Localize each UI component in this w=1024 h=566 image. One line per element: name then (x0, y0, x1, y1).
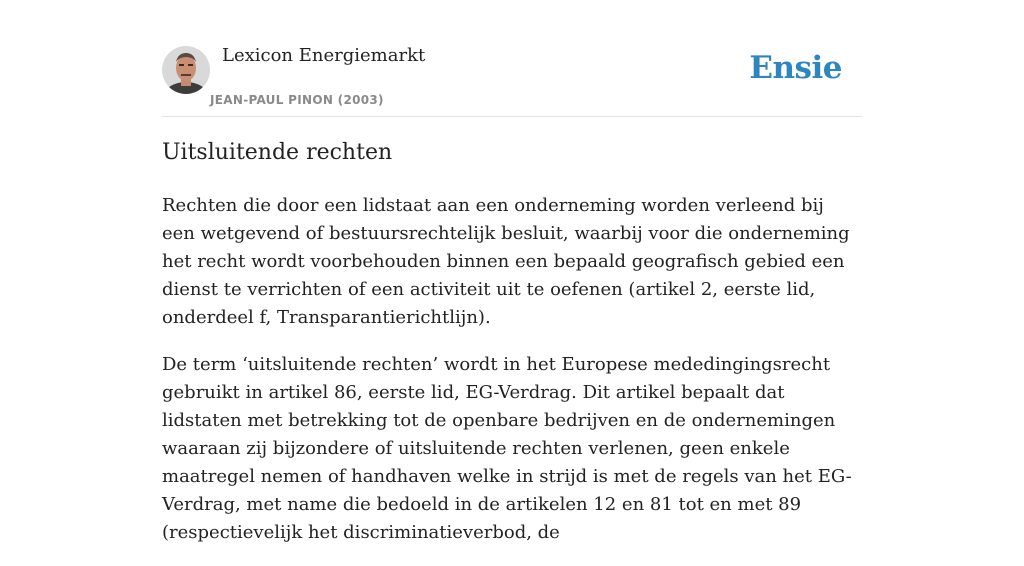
author-photo (162, 46, 210, 94)
brand-logo[interactable]: Ensie (749, 50, 842, 86)
entry-paragraph: Rechten die door een lidstaat aan een onderneming worden verleend bij een wetgevend of bestuursrechtelijk besluit, waarbij voor die onderneming het recht wordt voorbehouden binnen een bepaald geografisch gebied een dienst te verrichten of een activiteit uit te oefenen (artikel 2, eerste lid, onderdeel f, Transparantierichtlijn). (162, 195, 850, 328)
entry-body (162, 192, 862, 566)
entry-paragraph: De term ‘uitsluitende rechten’ wordt in het Europese mededingingsrecht gebruikt in artikel 86, eerste lid, EG-Verdrag. Dit artikel bepaalt dat lidstaten met betrekking tot de openbare bedrijven en de ondernemingen waaraan zij bijzondere of uitsluitende rechten verlenen, geen enkele maatregel nemen of handhaven welke in strijd is met de regels van het EG-Verdrag, met name die bedoeld in de artikelen 12 en 81 tot en met 89 (respectievelijk het discriminatieverbod, de (162, 354, 852, 543)
book-title[interactable]: Lexicon Energiemarkt (222, 45, 426, 66)
entry-title: Uitsluitende rechten (162, 140, 393, 165)
author-avatar[interactable] (162, 46, 210, 94)
author-name[interactable]: JEAN-PAUL PINON (2003) (210, 93, 384, 107)
page (162, 0, 862, 543)
header (162, 0, 862, 117)
